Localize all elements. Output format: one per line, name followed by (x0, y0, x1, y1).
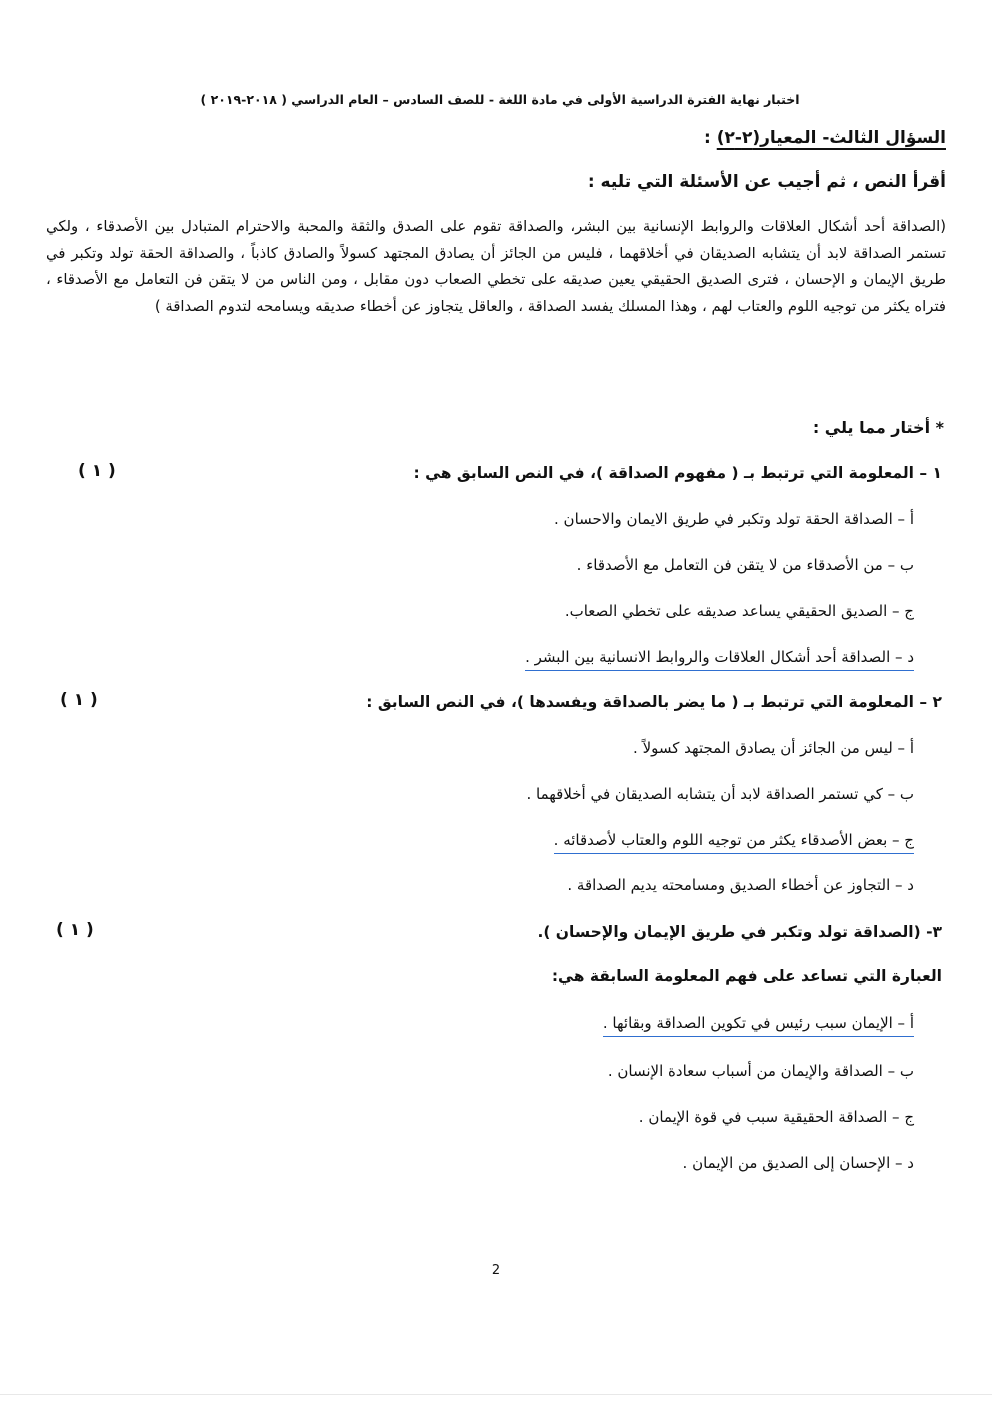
item-2-option-c: ج – بعض الأصدقاء يكثر من توجيه اللوم والعتاب لأصدقائه . (554, 831, 914, 854)
item-1-option-b: ب – من الأصدقاء من لا يتقن فن التعامل مع الأصدقاء . (576, 556, 914, 574)
page-number: 2 (491, 1263, 501, 1278)
question-title (704, 128, 946, 148)
item-1-option-a: أ – الصداقة الحقة تولد وتكبر في طريق الايمان والاحسان . (554, 510, 914, 528)
exam-header: اختبار نهاية الفترة الدراسية الأولى في مادة اللغة - للصف السادس – العام الدراسي ( ٢٠١٨-٢٠١٩ ) (200, 92, 800, 107)
item-1-stem: ١ – المعلومة التي ترتبط بـ ( مفهوم الصداقة )، في النص السابق هي : (413, 464, 942, 482)
reading-passage: (الصداقة أحد أشكال العلاقات والروابط الإنسانية بين البشر، والصداقة تقوم على الصدق والثقة والمحبة والاحترام المتبادل بين الأصدقاء ، ولكي تستمر الصداقة لابد أن يتشابه الصديقان في أخلاقهما ، فليس من الجائز أن يصادق المجتهد كسولاً والصادق كاذباً ، والصداقة الحقة تولد وتكبر في طريق الإيمان و الإحسان ، فترى الصديق الحقيقي يعين صديقه على تخطي الصعاب دون مقابل ، ومن الناس من لا يتقن فن التعامل مع الأصدقاء ، فتراه يكثر من توجيه اللوم والعتاب لهم ، وهذا المسلك يفسد الصداقة ، والعاقل يتجاوز عن أخطاء صديقه ويسامحه لتدوم الصداقة ) (46, 218, 946, 315)
item-3-option-d: د – الإحسان إلى الصديق من الإيمان . (682, 1154, 914, 1172)
choose-label: * أختار مما يلي : (812, 418, 944, 437)
bottom-divider (0, 1394, 992, 1395)
item-1-score: ( ١ ) (78, 461, 116, 481)
item-3-stem: ٣- (الصداقة تولد وتكبر في طريق الإيمان والإحسان ). (537, 923, 942, 941)
item-3-score: ( ١ ) (56, 920, 94, 940)
item-3-option-b: ب – الصداقة والإيمان من أسباب سعادة الإنسان . (607, 1062, 914, 1080)
item-3-stem-question: العبارة التي تساعد على فهم المعلومة السابقة هي: (551, 967, 942, 985)
item-1-option-c: ج – الصديق الحقيقي يساعد صديقه على تخطي الصعاب. (564, 602, 914, 620)
reading-instruction: أقرأ النص ، ثم أجيب عن الأسئلة التي تليه : (587, 172, 946, 192)
item-2-stem: ٢ – المعلومة التي ترتبط بـ ( ما يضر بالصداقة ويفسدها )، في النص السابق : (366, 693, 942, 711)
item-2-option-a: أ – ليس من الجائز أن يصادق المجتهد كسولاً . (633, 739, 914, 757)
question-title-text: السؤال الثالث- المعيار(٢-٢) (716, 128, 946, 148)
item-3-option-c: ج – الصداقة الحقيقية سبب في قوة الإيمان . (638, 1108, 914, 1126)
item-2-option-d: د – التجاوز عن أخطاء الصديق ومسامحته يديم الصداقة . (567, 876, 914, 894)
item-2-score: ( ١ ) (60, 690, 98, 710)
item-1-option-d: د – الصداقة أحد أشكال العلاقات والروابط الانسانية بين البشر . (525, 648, 914, 671)
question-title-suffix: : (704, 128, 717, 148)
item-3-option-a: أ – الإيمان سبب رئيس في تكوين الصداقة وبقائها . (603, 1014, 914, 1037)
item-2-option-b: ب – كي تستمر الصداقة لابد أن يتشابه الصديقان في أخلاقهما . (526, 785, 914, 803)
